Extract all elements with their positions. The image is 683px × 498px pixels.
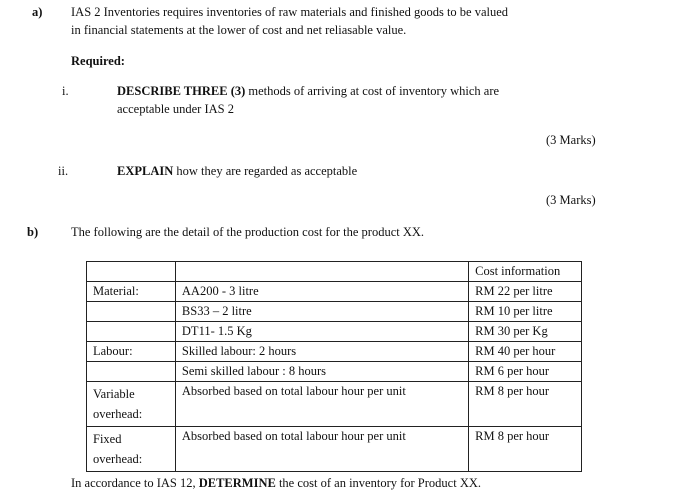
table-header-row	[87, 262, 582, 282]
table-cell	[87, 302, 176, 322]
table-cell: RM 8 per hour	[469, 427, 582, 472]
question-ii-text	[117, 164, 357, 179]
part-b-label: b)	[27, 225, 39, 239]
table-cell: RM 8 per hour	[469, 382, 582, 427]
question-i-text	[117, 84, 499, 99]
closing-text-pre: In accordance to IAS 12,	[71, 476, 199, 490]
closing-text-post: the cost of an inventory for Product XX.	[275, 476, 481, 490]
required-heading: Required:	[71, 54, 125, 68]
table-cell: Variable overhead:	[87, 382, 176, 427]
part-a-text-line-1: IAS 2 Inventories requires inventories of raw materials and finished goods to be valued	[71, 5, 509, 19]
part-b-closing-question	[71, 476, 481, 491]
table-row	[87, 382, 582, 427]
table-cell	[87, 322, 176, 342]
table-cell: RM 10 per litre	[469, 302, 582, 322]
part-b-intro: The following are the detail of the production cost for the product XX.	[71, 225, 425, 239]
table-cell: Labour:	[87, 342, 176, 362]
table-cell: Material:	[87, 282, 176, 302]
table-cell: RM 40 per hour	[469, 342, 582, 362]
part-a-text-line-2: in financial statements at the lower of cost and net reliasable value.	[71, 23, 407, 37]
question-i-text-line-2: acceptable under IAS 2	[117, 102, 234, 116]
table-cell: DT11- 1.5 Kg	[175, 322, 468, 342]
table-row	[87, 342, 582, 362]
table-row	[87, 362, 582, 382]
table-row	[87, 427, 582, 472]
table-row	[87, 302, 582, 322]
table-cell: Semi skilled labour : 8 hours	[175, 362, 468, 382]
table-cell: AA200 - 3 litre	[175, 282, 468, 302]
question-i-keyword: DESCRIBE THREE (3)	[117, 84, 246, 98]
table-cell	[175, 262, 468, 282]
question-ii-marks: (3 Marks)	[546, 193, 596, 207]
question-i-text-rest: methods of arriving at cost of inventory which are	[245, 84, 500, 98]
table-cell: RM 30 per Kg	[469, 322, 582, 342]
table-cell: BS33 – 2 litre	[175, 302, 468, 322]
question-i-number: i.	[62, 84, 69, 98]
question-ii-number: ii.	[58, 164, 69, 178]
table-cell	[87, 362, 176, 382]
question-ii-text-rest: how they are regarded as acceptable	[173, 164, 358, 178]
question-i-marks: (3 Marks)	[546, 133, 596, 147]
production-cost-table	[86, 261, 582, 472]
table-row	[87, 282, 582, 302]
table-cell: Absorbed based on total labour hour per unit	[175, 382, 468, 427]
closing-keyword: DETERMINE	[198, 476, 276, 490]
table-cell: Skilled labour: 2 hours	[175, 342, 468, 362]
table-cell: RM 6 per hour	[469, 362, 582, 382]
table-header-cost-information: Cost information	[469, 262, 582, 282]
table-cell: Fixed overhead:	[87, 427, 176, 472]
question-ii-keyword: EXPLAIN	[117, 164, 174, 178]
table-cell: Absorbed based on total labour hour per unit	[175, 427, 468, 472]
table-cell	[87, 262, 176, 282]
part-a-label: a)	[32, 5, 43, 19]
table-row	[87, 322, 582, 342]
table-cell: RM 22 per litre	[469, 282, 582, 302]
